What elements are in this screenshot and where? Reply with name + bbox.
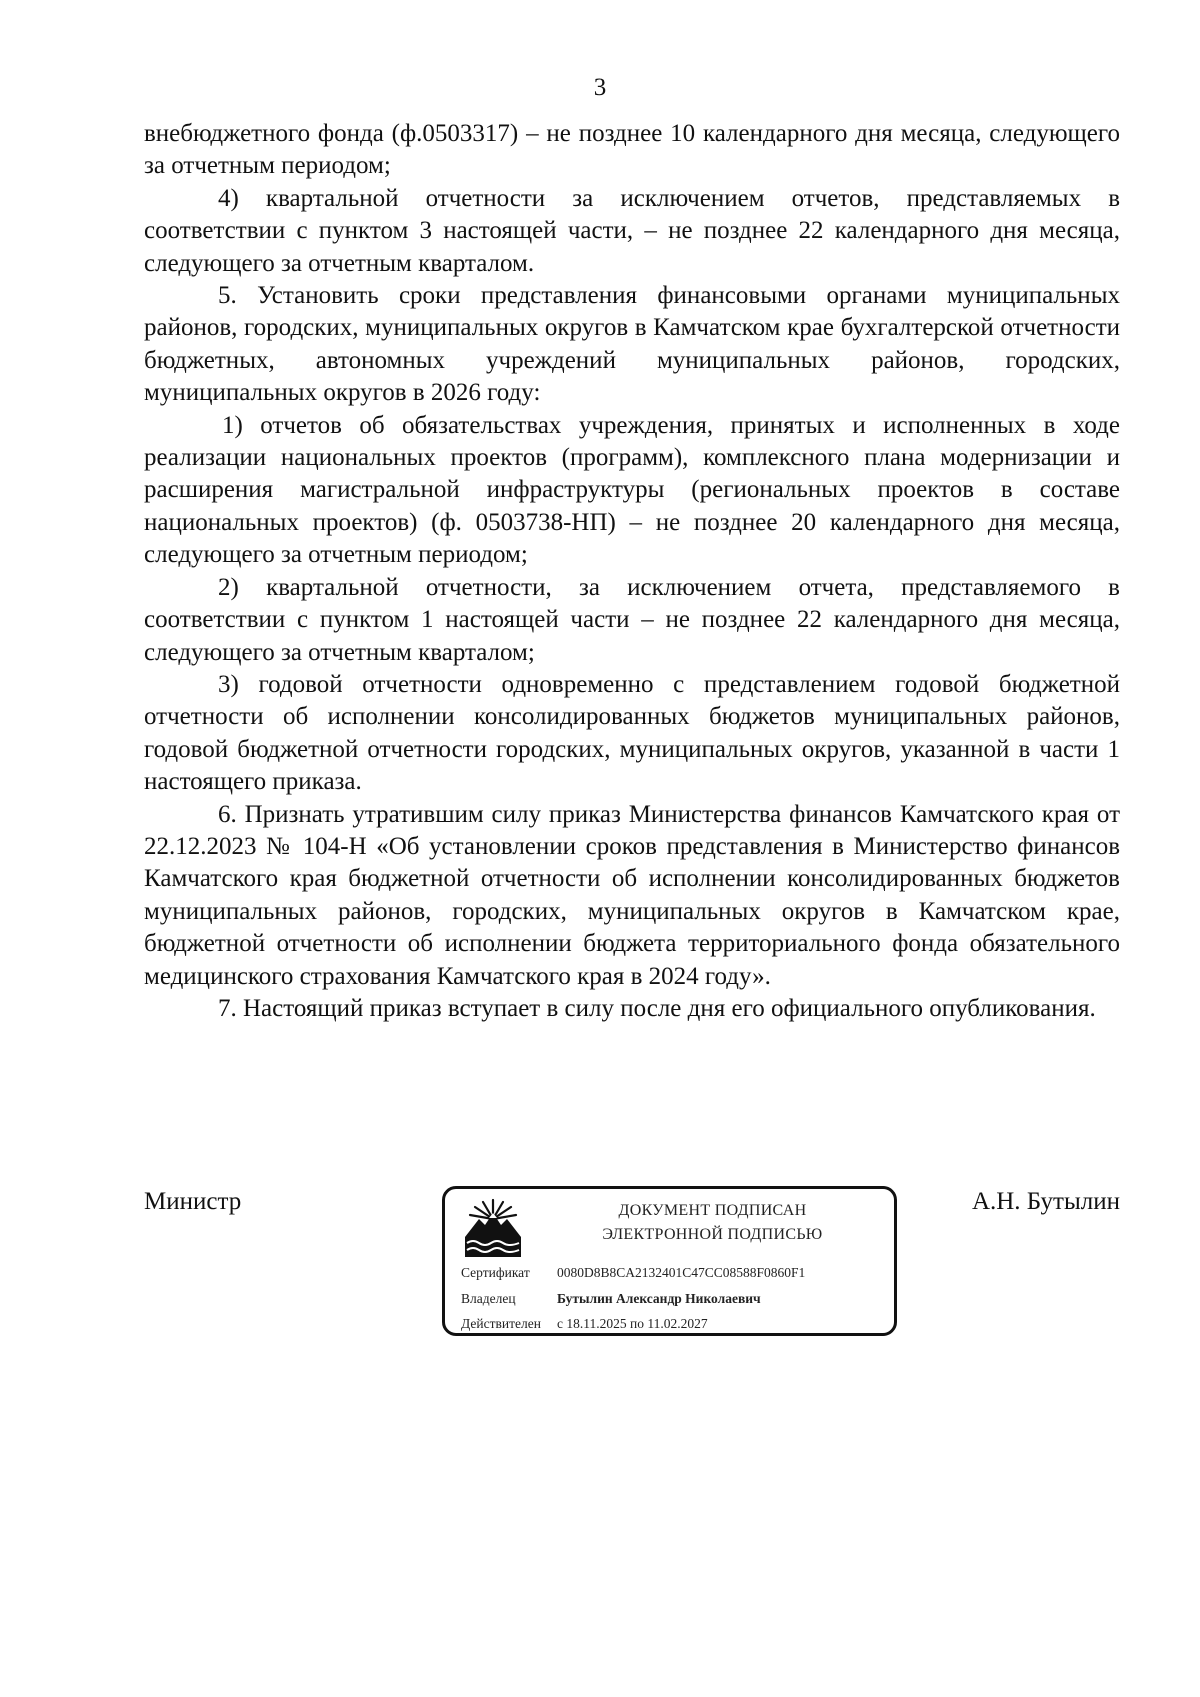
stamp-validity-row <box>461 1314 708 1334</box>
page-number: 3 <box>593 74 607 101</box>
certificate-value: 0080D8B8CA2132401C47CC08588F0860F1 <box>557 1265 806 1280</box>
paragraph-subitem-1: 1) отчетов об обязательствах учреждения, принятых и исполненных в ходе реализации национальных проектов (программ), комплексного плана модернизации и расширения магистральной инфраструктуры (региональных проектов в составе национальных проектов) (ф. 0503738-НП) – не позднее 20 календарного дня месяца, следующего за отчетным периодом; <box>144 411 1120 569</box>
signature-block <box>144 1186 1120 1366</box>
certificate-label: Сертификат <box>461 1265 530 1280</box>
stamp-certificate-row <box>461 1263 805 1283</box>
kamchatka-emblem-icon <box>463 1197 523 1259</box>
owner-value: Бутылин Александр Николаевич <box>557 1291 761 1306</box>
signer-title: Министр <box>144 1188 242 1215</box>
paragraph-point-5: 5. Установить сроки представления финансовыми органами муниципальных районов, городских, муниципальных округов в Камчатском крае бухгалтерской отчетности бюджетных, автономных учреждений муниципальных районов, городских, муниципальных округов в 2026 году: <box>144 282 1120 407</box>
valid-label: Действителен <box>461 1316 541 1331</box>
stamp-heading <box>545 1199 880 1247</box>
paragraph-subitem-3: 3) годовой отчетности одновременно с представлением годовой бюджетной отчетности об исполнении консолидированных бюджетов муниципальных районов, годовой бюджетной отчетности городских, муниципальных округов, указанной в части 1 настоящего приказа. <box>144 670 1120 796</box>
paragraph-point-7: 7. Настоящий приказ вступает в силу после дня его официального опубликования. <box>218 994 1096 1022</box>
stamp-heading-line1: ДОКУМЕНТ ПОДПИСАН <box>618 1202 807 1219</box>
paragraph-point-6: 6. Признать утратившим силу приказ Министерства финансов Камчатского края от 22.12.2023 № 104-Н «Об установлении сроков представления в Министерство финансов Камчатского края бюджетной отчетности об исполнении консолидированных бюджетов муниципальных районов, городских, муниципальных округов в Камчатском крае, бюджетной отчетности об исполнении бюджета территориального фонда обязательного медицинского страхования Камчатского края в 2024 году». <box>144 800 1120 990</box>
paragraph-item-4: 4) квартальной отчетности за исключением отчетов, представляемых в соответствии с пунктом 3 настоящей части, – не позднее 22 календарного дня месяца, следующего за отчетным кварталом. <box>144 184 1120 277</box>
stamp-heading-line2: ЭЛЕКТРОННОЙ ПОДПИСЬЮ <box>602 1226 823 1243</box>
paragraph-continuation: внебюджетного фонда (ф.0503317) – не позднее 10 календарного дня месяца, следующего за отчетным периодом; <box>144 120 1120 180</box>
paragraph-subitem-2: 2) квартальной отчетности, за исключением отчета, представляемого в соответствии с пунктом 1 настоящей части – не позднее 22 календарного дня месяца, следующего за отчетным кварталом; <box>144 573 1120 666</box>
owner-label: Владелец <box>461 1291 516 1306</box>
electronic-signature-stamp <box>442 1186 897 1336</box>
signer-name: А.Н. Бутылин <box>971 1188 1120 1215</box>
valid-value: с 18.11.2025 по 11.02.2027 <box>557 1316 708 1331</box>
stamp-owner-row <box>461 1289 761 1309</box>
document-body <box>144 118 1120 1025</box>
